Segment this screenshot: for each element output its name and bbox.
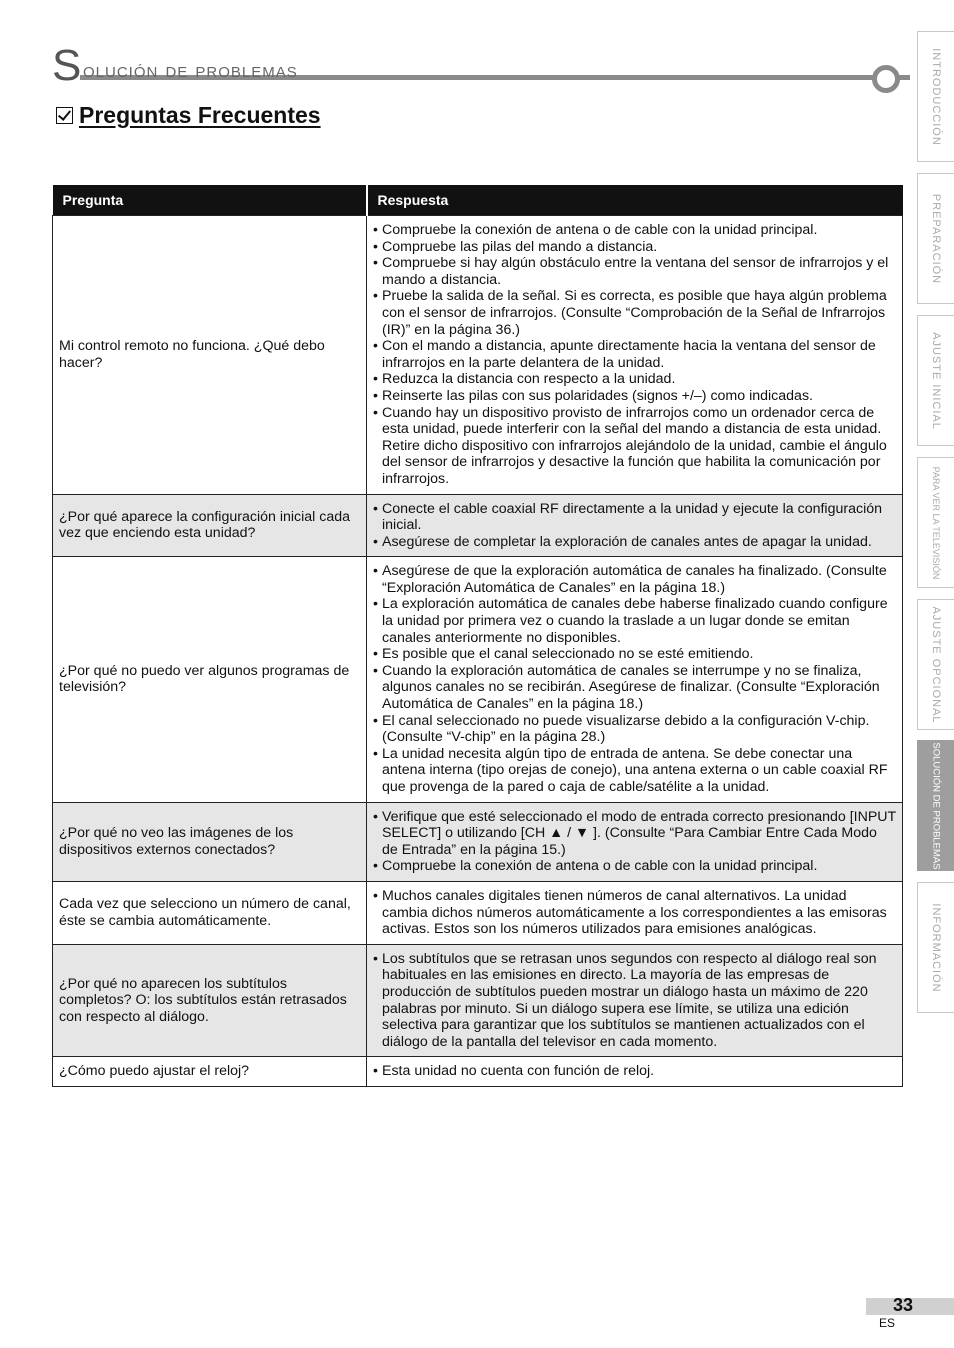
answer-item: • Asegúrese de que la exploración automática de canales ha finalizado. (Consulte “Exploración Automática de Canales” en la página 18.) <box>373 563 896 596</box>
answer-item: • La unidad necesita algún tipo de entrada de antena. Se debe conectar una antena interna (tipo orejas de conejo), una antena externa o un cable coaxial RF que provenga de la pared o caja de cable/satélite a la unidad. <box>373 746 896 796</box>
question-cell: ¿Por qué aparece la configuración inicial cada vez que enciendo esta unidad? <box>53 494 367 557</box>
answer-item: • Cuando hay un dispositivo provisto de infrarrojos como un ordenador cerca de esta unidad, puede interferir con la señal del mando a distancia de esta unidad. Retire dicho dispositivo con infrarrojos alejándolo de la unidad, cambie el ángulo del sensor de infrarrojos y desactive la función que habilita la comunicación por infrarrojos. <box>373 405 896 488</box>
answer-item: • Muchos canales digitales tienen números de canal alternativos. La unidad cambia dichos números automáticamente a los correspondientes a las emisoras activas. Estos son los números utilizados para emisiones analógicas. <box>373 888 896 938</box>
tab-label: PREPARACIÓN <box>930 193 942 284</box>
table-header-row <box>53 185 903 216</box>
answer-list <box>373 501 896 551</box>
answer-item: • Es posible que el canal seleccionado no se esté emitiendo. <box>373 646 896 663</box>
tab-ajuste-opcional[interactable] <box>917 599 954 730</box>
page-language: ES <box>879 1316 896 1330</box>
tab-preparacion[interactable] <box>917 173 954 304</box>
tab-para-ver-la-television[interactable] <box>917 457 954 588</box>
answer-item: • Compruebe las pilas del mando a distancia. <box>373 239 896 256</box>
answer-item: • Reduzca la distancia con respecto a la unidad. <box>373 371 896 388</box>
answer-list <box>373 809 896 875</box>
answer-list <box>373 1063 896 1080</box>
answer-cell <box>367 802 903 881</box>
table-row <box>53 881 903 944</box>
column-header-question: Pregunta <box>53 185 367 216</box>
table-row <box>53 557 903 802</box>
table-row <box>53 1057 903 1087</box>
answer-list <box>373 222 896 488</box>
tab-label: AJUSTE INICIAL <box>930 331 942 430</box>
tab-solucion-de-problemas[interactable] <box>917 740 954 871</box>
tab-introduccion[interactable] <box>917 31 954 162</box>
section-heading <box>56 100 321 130</box>
answer-item: • Conecte el cable coaxial RF directamente a la unidad y ejecute la configuración inicial. <box>373 501 896 534</box>
question-cell: ¿Cómo puedo ajustar el reloj? <box>53 1057 367 1087</box>
page-header <box>52 41 912 94</box>
table-row <box>53 494 903 557</box>
answer-item: • Los subtítulos que se retrasan unos segundos con respecto al diálogo real son habituales en las emisiones en directo. La mayoría de las empresas de producción de subtítulos pueden mostrar un diálogo hasta un máximo de 220 palabras por minuto. Si un diálogo supera ese límite, se utiliza una edición selectiva para garantizar que los subtítulos se mantienen actualizados con el diálogo de la pantalla del televisor en cada momento. <box>373 951 896 1051</box>
answer-cell <box>367 216 903 495</box>
answer-cell <box>367 494 903 557</box>
page-title-initial: S <box>52 41 82 90</box>
question-cell: ¿Por qué no veo las imágenes de los dispositivos externos conectados? <box>53 802 367 881</box>
tab-label: INTRODUCCIÓN <box>930 47 942 146</box>
question-cell: Mi control remoto no funciona. ¿Qué debo hacer? <box>53 216 367 495</box>
column-header-answer: Respuesta <box>367 185 903 216</box>
answer-item: • Asegúrese de completar la exploración de canales antes de apagar la unidad. <box>373 534 896 551</box>
page-title: olución de problemas <box>83 57 298 82</box>
answer-item: • Compruebe la conexión de antena o de cable con la unidad principal. <box>373 858 896 875</box>
question-cell: ¿Por qué no aparecen los subtítulos completos? O: los subtítulos están retrasados con respecto al diálogo. <box>53 944 367 1057</box>
question-cell: Cada vez que selecciono un número de canal, éste se cambia automáticamente. <box>53 881 367 944</box>
tab-label: SOLUCIÓN DE PROBLEMAS <box>930 741 942 870</box>
answer-item: • Compruebe si hay algún obstáculo entre la ventana del sensor de infrarrojos y el mando a distancia. <box>373 255 896 288</box>
answer-item: • Reinserte las pilas con sus polaridades (signos +/–) como indicadas. <box>373 388 896 405</box>
faq-table <box>52 185 903 1087</box>
question-cell: ¿Por qué no puedo ver algunos programas de televisión? <box>53 557 367 802</box>
answer-list <box>373 563 896 795</box>
answer-cell <box>367 1057 903 1087</box>
answer-item: • La exploración automática de canales debe haberse finalizado cuando configure la unidad por primera vez o cuando la traslade a un lugar donde se emitan canales anteriormente no disponibles. <box>373 596 896 646</box>
answer-cell <box>367 557 903 802</box>
answer-item: • Con el mando a distancia, apunte directamente hacia la ventana del sensor de infrarrojos en la parte delantera de la unidad. <box>373 338 896 371</box>
answer-item: • El canal seleccionado no puede visualizarse debido a la configuración V-chip. (Consulte “V-chip” en la página 28.) <box>373 713 896 746</box>
answer-item: • Esta unidad no cuenta con función de reloj. <box>373 1063 896 1080</box>
tab-informacion[interactable] <box>917 882 954 1013</box>
tab-label: INFORMACIÓN <box>930 902 942 993</box>
table-row <box>53 944 903 1057</box>
answer-item: • Compruebe la conexión de antena o de cable con la unidad principal. <box>373 222 896 239</box>
tab-ajuste-inicial[interactable] <box>917 315 954 446</box>
answer-cell <box>367 944 903 1057</box>
answer-cell <box>367 881 903 944</box>
answer-item: • Pruebe la salida de la señal. Si es correcta, es posible que haya algún problema con el sensor de infrarrojos. (Consulte “Comprobación de la Señal de Infrarrojos (IR)” en la página 36.) <box>373 288 896 338</box>
checkbox-icon <box>56 107 73 124</box>
tab-label: PARA VER LA TELEVISIÓN <box>931 466 941 579</box>
answer-item: • Cuando la exploración automática de canales se interrumpe y no se finaliza, algunos canales no se recibirán. Asegúrese de finalizar. (Consulte “Exploración Automática de Canales” en la página 18.) <box>373 663 896 713</box>
section-title: Preguntas Frecuentes <box>79 101 321 128</box>
tab-label: AJUSTE OPCIONAL <box>930 605 942 724</box>
answer-item: • Verifique que esté seleccionado el modo de entrada correcto presionando [INPUT SELECT] o utilizando [CH ▲ / ▼ ]. (Consulte “Para Cambiar Entre Cada Modo de Entrada” en la página 15.) <box>373 809 896 859</box>
page-number: 33 <box>893 1295 914 1315</box>
table-row <box>53 802 903 881</box>
table-row <box>53 216 903 495</box>
header-ring-ornament <box>872 65 900 93</box>
answer-list <box>373 888 896 938</box>
answer-list <box>373 951 896 1051</box>
